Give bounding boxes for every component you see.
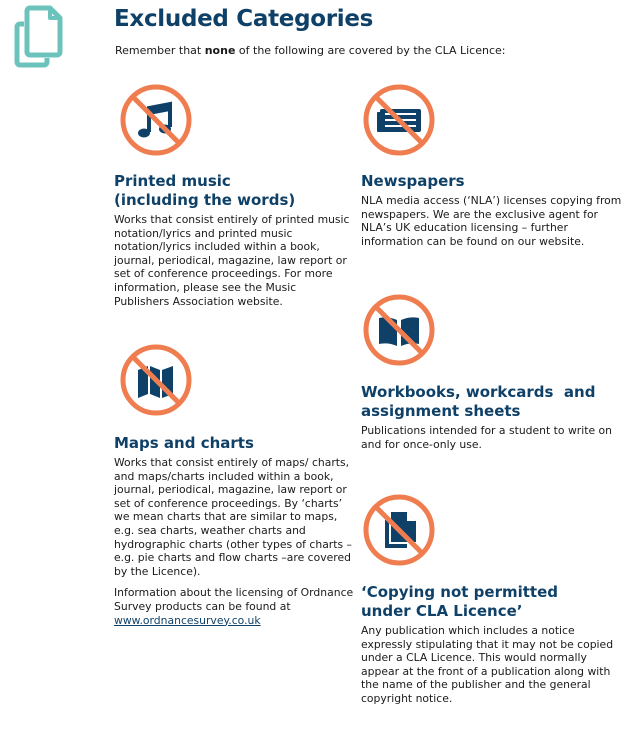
category-printed-music [114,82,354,308]
no-map-icon [118,342,194,418]
category-title-line: ‘Copying not permitted [361,583,559,601]
category-title [361,583,623,621]
category-title-line: under CLA Licence’ [361,602,523,620]
intro-emphasis: none [204,44,236,57]
category-description: NLA media access (‘NLA’) licenses copying from newspapers. We are the exclusive agent for NLA’s UK education licensing – further information can be found on our website. [361,194,622,248]
no-copying-icon [361,492,437,568]
intro-text-end: of the following are covered by the CLA Licence: [235,44,506,57]
copy-documents-icon [14,4,64,70]
category-newspapers [361,82,623,248]
category-title: Maps and charts [114,434,254,452]
ordnance-survey-info [114,586,354,627]
page-title: Excluded Categories [114,6,374,32]
category-title-line: Workbooks, workcards and [361,383,596,401]
category-title [114,172,354,210]
category-maps-and-charts [114,326,354,627]
category-workbooks [361,292,623,451]
category-copying-not-permitted [361,492,623,706]
ordnance-survey-link[interactable]: www.ordnancesurvey.co.uk [114,613,261,627]
category-description: Any publication which includes a notice expressly stipulating that it may not be copied under a CLA Licence. This would normally appear at the front of a publication along with the name of the publisher and the general copyright notice. [361,624,614,705]
intro-text [115,44,505,57]
category-title-line: Printed music [114,172,231,190]
ordnance-survey-text: Information about the licensing of Ordnance Survey products can be found at [114,586,354,613]
no-book-icon [361,292,437,368]
intro-text-start: Remember that [115,44,205,57]
category-description: Works that consist entirely of maps/ charts, and maps/charts included within a book, journal, periodical, magazine, law report or set of conference proceedings. By ‘charts’ we mean charts that are similar to maps, e.g. sea charts, weather charts and hydrographic charts (other types of charts – e.g. pie charts and flow charts –are covered by the Licence). [114,456,352,578]
category-description: Works that consist entirely of printed music notation/lyrics and printed music notation/lyrics included within a book, journal, periodical, magazine, law report or set of conference proceedings. For more information, please see the Music Publishers Association website. [114,213,350,308]
category-title [361,383,623,421]
category-title-line: assignment sheets [361,402,521,420]
category-title: Newspapers [361,172,465,190]
no-newspaper-icon [361,82,437,158]
no-music-icon [118,82,194,158]
category-title-line: (including the words) [114,191,296,209]
category-description: Publications intended for a student to write on and for once-only use. [361,424,612,451]
